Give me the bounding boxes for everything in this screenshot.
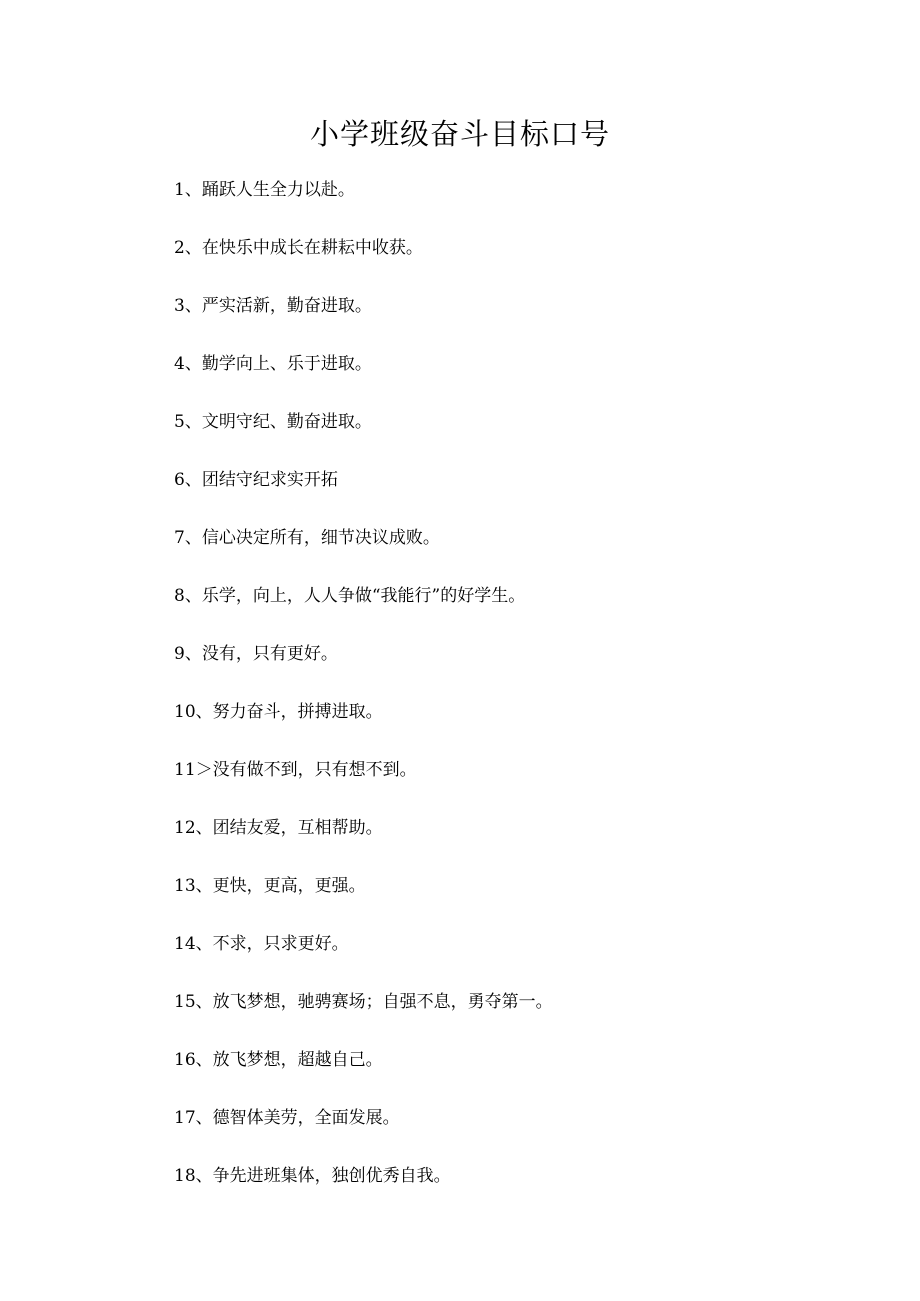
slogan-item: 6、团结守纪求实开拓 xyxy=(174,470,338,490)
slogan-item: 13、更快，更高，更强。 xyxy=(174,876,366,896)
slogan-item: 4、勤学向上、乐于进取。 xyxy=(174,354,372,374)
slogan-list xyxy=(174,176,874,1220)
slogan-item: 7、信心决定所有，细节决议成败。 xyxy=(174,528,440,548)
slogan-item: 18、争先进班集体，独创优秀自我。 xyxy=(174,1166,451,1186)
slogan-item: 12、团结友爱，互相帮助。 xyxy=(174,818,383,838)
slogan-item: 2、在快乐中成长在耕耘中收获。 xyxy=(174,238,423,258)
page-title: 小学班级奋斗目标口号 xyxy=(309,117,610,151)
slogan-item: 8、乐学，向上，人人争做“我能行”的好学生。 xyxy=(174,586,526,606)
slogan-item: 9、没有，只有更好。 xyxy=(174,644,338,664)
slogan-item: 5、文明守纪、勤奋进取。 xyxy=(174,412,372,432)
slogan-item: 10、努力奋斗，拼搏进取。 xyxy=(174,702,383,722)
slogan-item: 11＞没有做不到，只有想不到。 xyxy=(174,760,417,780)
slogan-item: 3、严实活新，勤奋进取。 xyxy=(174,296,372,316)
slogan-item: 14、不求，只求更好。 xyxy=(174,934,349,954)
slogan-item: 16、放飞梦想，超越自己。 xyxy=(174,1050,383,1070)
slogan-item: 1、踊跃人生全力以赴。 xyxy=(174,180,355,200)
slogan-item: 17、德智体美劳，全面发展。 xyxy=(174,1108,400,1128)
slogan-item: 15、放飞梦想，驰骋赛场；自强不息，勇夺第一。 xyxy=(174,992,553,1012)
